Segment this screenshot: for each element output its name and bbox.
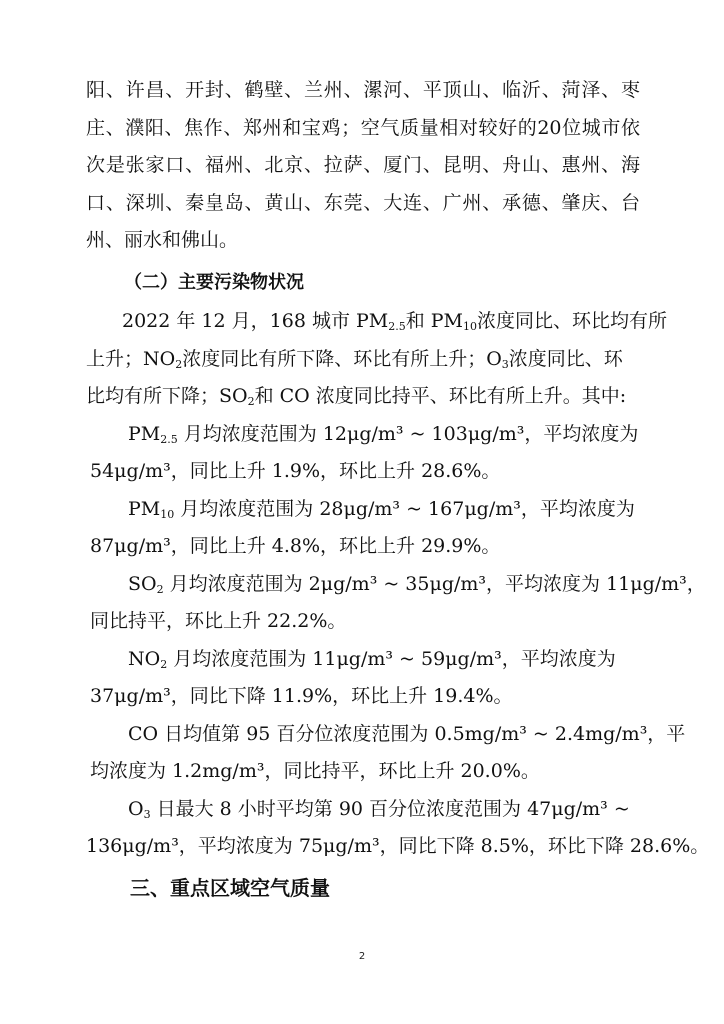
- pm25-line: 54μg/m³，同比上升 1.9%，环比上升 28.6%。: [90, 460, 501, 482]
- o3-line: $O_3$ 日最大 8 小时平均第 90 百分位浓度范围为 47μg/m³ ~: [128, 797, 630, 821]
- paragraph-line: 2022 年 12 月，168 城市 $PM_{2.5}$和 $PM_{10}$浓度同比、环比均有所: [122, 310, 668, 333]
- co-line: CO 日均值第 95 百分位浓度范围为 0.5mg/m³ ~ 2.4mg/m³，平: [128, 722, 686, 745]
- paragraph-line: 州、丽水和佛山。: [86, 229, 239, 251]
- pm10-line: 87μg/m³，同比上升 4.8%，环比上升 29.9%。: [90, 535, 501, 557]
- co-line: 均浓度为 1.2mg/m³，同比持平，环比上升 20.0%。: [90, 760, 540, 782]
- no2-line: $NO_2$ 月均浓度范围为 11μg/m³ ~ 59μg/m³，平均浓度为: [128, 647, 616, 671]
- pm10-line: $PM_{10}$ 月均浓度范围为 28μg/m³ ~ 167μg/m³，平均浓度为: [128, 497, 635, 521]
- subheading: （二）主要污染物状况: [124, 271, 304, 293]
- paragraph-line: 次是张家口、福州、北京、拉萨、厦门、昆明、舟山、惠州、海: [86, 154, 640, 176]
- paragraph-line: 比均有所下降；$SO_2$和 CO 浓度同比持平、环比有所上升。其中:: [86, 385, 627, 408]
- paragraph-line: 上升；$NO_2$浓度同比有所下降、环比有所上升；$O_3$浓度同比、环: [86, 347, 623, 371]
- document-page: [86, 72, 710, 907]
- pm25-line: $PM_{2.5}$ 月均浓度范围为 12μg/m³ ~ 103μg/m³，平均浓度为: [128, 422, 639, 446]
- page-number: 2: [358, 951, 366, 962]
- paragraph-line: 庄、濮阳、焦作、郑州和宝鸡；空气质量相对较好的20位城市依: [86, 116, 640, 139]
- so2-line: 同比持平，环比上升 22.2%。: [90, 610, 347, 632]
- so2-line: $SO_2$ 月均浓度范围为 2μg/m³ ~ 35μg/m³，平均浓度为 11μg/m³，: [128, 572, 706, 596]
- no2-line: 37μg/m³，同比下降 11.9%，环比上升 19.4%。: [90, 685, 513, 707]
- section-heading: 三、重点区域空气质量: [130, 875, 330, 900]
- paragraph-line: 口、深圳、秦皇岛、黄山、东莞、大连、广州、承德、肇庆、台: [86, 191, 640, 214]
- o3-line: 136μg/m³，平均浓度为 75μg/m³，同比下降 8.5%，环比下降 28.6%。: [86, 835, 710, 857]
- paragraph-line: 阳、许昌、开封、鹤壁、兰州、漯河、平顶山、临沂、菏泽、枣: [86, 79, 640, 101]
